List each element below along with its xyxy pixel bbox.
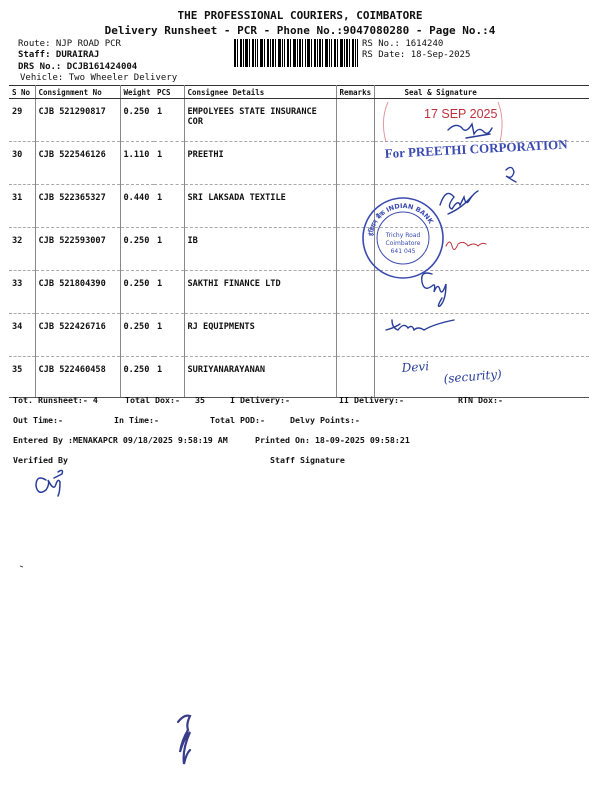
runsheet-subtitle: Delivery Runsheet - PCR - Phone No.:9047080280 - Page No.:4 bbox=[104, 24, 496, 37]
row-pcs: 1 bbox=[154, 357, 184, 398]
signature-row31 bbox=[440, 191, 478, 214]
row-consignment: CJB 522593007 bbox=[35, 228, 120, 271]
date-stamp bbox=[383, 102, 502, 142]
row-consignment: CJB 521290817 bbox=[35, 99, 120, 142]
rtn-dox: RTN Dox:- bbox=[458, 395, 503, 405]
row-weight: 1.110 bbox=[120, 142, 154, 185]
row-pcs: 1 bbox=[154, 185, 184, 228]
stray-dot bbox=[20, 566, 23, 567]
col-consignment: Consignment No bbox=[35, 86, 120, 99]
row-consignment: CJB 522460458 bbox=[35, 357, 120, 398]
row-sno: 30 bbox=[9, 142, 35, 185]
delvy-points: Delvy Points:- bbox=[290, 415, 360, 425]
row-pcs: 1 bbox=[154, 228, 184, 271]
row-pcs: 1 bbox=[154, 142, 184, 185]
staff-signature: Staff Signature bbox=[270, 455, 345, 465]
rs-date: RS Date: 18-Sep-2025 bbox=[362, 50, 471, 60]
row-consignee: PREETHI bbox=[184, 142, 336, 185]
in-time: In Time:- bbox=[114, 415, 159, 425]
vehicle-label: Vehicle: Two Wheeler Delivery bbox=[20, 73, 178, 83]
rs-number: RS No.: 1614240 bbox=[362, 39, 444, 49]
row-sno: 29 bbox=[9, 99, 35, 142]
i-delivery: I Delivery:- bbox=[230, 395, 290, 405]
row-sno: 34 bbox=[9, 314, 35, 357]
row-weight: 0.250 bbox=[120, 357, 154, 398]
total-pod: Total POD:- bbox=[210, 415, 265, 425]
ii-delivery: II Delivery:- bbox=[339, 395, 404, 405]
row-consignee: RJ EQUIPMENTS bbox=[184, 314, 336, 357]
out-time: Out Time:- bbox=[13, 415, 63, 425]
row-pcs: 1 bbox=[154, 314, 184, 357]
handwritten-security: (security) bbox=[443, 366, 503, 386]
entered-by: Entered By :MENAKAPCR 09/18/2025 9:58:19 AM bbox=[13, 435, 228, 445]
col-sno: S No bbox=[9, 86, 35, 99]
row-weight: 0.250 bbox=[120, 271, 154, 314]
row-consignee: SAKTHI FINANCE LTD bbox=[184, 271, 336, 314]
signature-row32 bbox=[446, 242, 486, 250]
route-label: Route: NJP ROAD PCR bbox=[18, 39, 121, 49]
staff-label: Staff: DURAIRAJ bbox=[18, 50, 100, 60]
date-stamp-text: 17 SEP 2025 bbox=[424, 107, 498, 121]
signature-row29 bbox=[448, 124, 492, 138]
row-consignment: CJB 521804390 bbox=[35, 271, 120, 314]
bank-seal-line3: 641 045 bbox=[390, 248, 416, 255]
drs-number: DRS No.: DCJB161424004 bbox=[18, 62, 138, 72]
row-sno: 33 bbox=[9, 271, 35, 314]
signature-row34 bbox=[386, 320, 454, 330]
row-pcs: 1 bbox=[154, 271, 184, 314]
row-consignee: IB bbox=[184, 228, 336, 271]
row-sno: 35 bbox=[9, 357, 35, 398]
row-consignment: CJB 522426716 bbox=[35, 314, 120, 357]
signature-row30 bbox=[506, 167, 516, 182]
row-weight: 0.250 bbox=[120, 228, 154, 271]
col-seal: Seal & Signature bbox=[374, 86, 589, 99]
row-sno: 31 bbox=[9, 185, 35, 228]
col-remarks: Remarks bbox=[336, 86, 374, 99]
col-pcs: PCS bbox=[154, 86, 184, 99]
bank-seal-line1: Trichy Road bbox=[385, 232, 421, 239]
printed-on: Printed On: 18-09-2025 09:58:21 bbox=[255, 435, 410, 445]
stray-ink-mark bbox=[178, 716, 190, 764]
bank-seal-line2: Coimbatore bbox=[385, 240, 421, 247]
tot-runsheet: Tot. Runsheet:- 4 bbox=[13, 395, 98, 405]
row-consignee: SRI LAKSADA TEXTILE bbox=[184, 185, 336, 228]
handwritten-devi: Devi bbox=[401, 359, 430, 375]
row-consignee: EMPOLYEES STATE INSURANCE COR bbox=[184, 99, 336, 142]
total-dox-value: 35 bbox=[195, 395, 205, 405]
col-consignee: Consignee Details bbox=[184, 86, 336, 99]
signature-row33 bbox=[422, 273, 446, 306]
total-dox-label: Total Dox:- bbox=[125, 395, 180, 405]
row-sno: 32 bbox=[9, 228, 35, 271]
row-pcs: 1 bbox=[154, 99, 184, 142]
bank-seal-ring-text: इंडियन बैंक INDIAN BANK bbox=[367, 201, 435, 237]
verified-by: Verified By bbox=[13, 455, 68, 465]
row-consignee: SURIYANARAYANAN bbox=[184, 357, 336, 398]
row-consignment: CJB 522365327 bbox=[35, 185, 120, 228]
company-title: THE PROFESSIONAL COURIERS, COIMBATORE bbox=[177, 9, 423, 22]
bank-seal bbox=[363, 198, 443, 278]
row-weight: 0.250 bbox=[120, 314, 154, 357]
preethi-stamp: For PREETHI CORPORATION bbox=[384, 136, 568, 161]
row-consignment: CJB 522546126 bbox=[35, 142, 120, 185]
col-weight: Weight bbox=[120, 86, 154, 99]
row-weight: 0.250 bbox=[120, 99, 154, 142]
verified-signature bbox=[36, 470, 63, 496]
row-weight: 0.440 bbox=[120, 185, 154, 228]
